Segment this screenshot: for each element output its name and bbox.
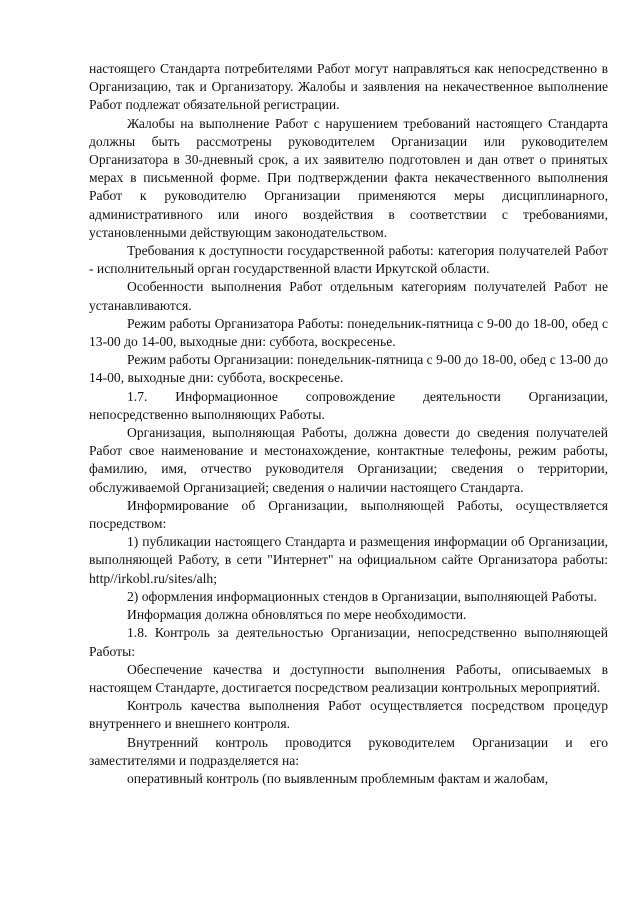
- paragraph: Жалобы на выполнение Работ с нарушением требований настоящего Стандарта должны быть рассмотрены руководителем Организации или руководителем Организатора в 30-дневный срок, а их заявителю подготовлен и дан ответ о принятых мерах в письменной форме. При подтверждении факта некачественного выполнения Работ к руководителю Организации применяются меры дисциплинарного, административного или иного воздействия в соответствии с требованиями, установленными действующим законодательством.: [89, 115, 608, 240]
- paragraph: Информация должна обновляться по мере необходимости.: [127, 607, 467, 623]
- paragraph: Организация, выполняющая Работы, должна довести до сведения получателей Работ свое наименование и местонахождение, контактные телефоны, режим работы, фамилию, имя, отчество руководителя Организации; сведения о территории, обслуживаемой Организацией; сведения о наличии настоящего Стандарта.: [89, 425, 608, 495]
- section-heading: 1.7. Информационное сопровождение деятельности Организации, непосредственно выполняющих Работы.: [89, 388, 608, 422]
- paragraph: Режим работы Организатора Работы: понедельник-пятница с 9-00 до 18-00, обед с 13-00 до 14-00, выходные дни: суббота, воскресенье.: [89, 315, 608, 350]
- list-item: 1) публикации настоящего Стандарта и размещения информации об Организации, выполняющей Работу, в сети "Интернет" на официальном сайте Организатора работы: http//irkobl.ru/sites/alh;: [89, 534, 608, 586]
- paragraph: Контроль качества выполнения Работ осуществляется посредством процедур внутреннего и внешнего контроля.: [89, 698, 608, 732]
- paragraph: оперативный контроль (по выявленным проблемным фактам и жалобам,: [127, 770, 549, 786]
- paragraph: Режим работы Организации: понедельник-пятница с 9-00 до 18-00, обед с 13-00 до 14-00, выходные дни: суббота, воскресенье.: [89, 352, 608, 386]
- paragraph: Обеспечение качества и доступности выполнения Работы, описываемых в настоящем Стандарте, достигается посредством реализации контрольных мероприятий.: [89, 661, 608, 695]
- section-heading: 1.8. Контроль за деятельностью Организации, непосредственно выполняющей Работы:: [89, 625, 608, 659]
- document-page: [89, 60, 608, 788]
- paragraph: Внутренний контроль проводится руководителем Организации и его заместителями и подразделяется на:: [89, 734, 608, 768]
- list-item: 2) оформления информационных стендов в Организации, выполняющей Работы.: [127, 588, 597, 604]
- paragraph: Требования к доступности государственной работы: категория получателей Работ - исполнительный орган государственной власти Иркутской области.: [89, 243, 608, 277]
- paragraph: Особенности выполнения Работ отдельным категориям получателей Работ не устанавливаются.: [89, 279, 608, 313]
- paragraph: Информирование об Организации, выполняющей Работы, осуществляется посредством:: [89, 497, 608, 532]
- paragraph: настоящего Стандарта потребителями Работ могут направляться как непосредственно в Организацию, так и Организатору. Жалобы и заявления на некачественное выполнение Работ подлежат обязательной регистрации.: [89, 61, 608, 113]
